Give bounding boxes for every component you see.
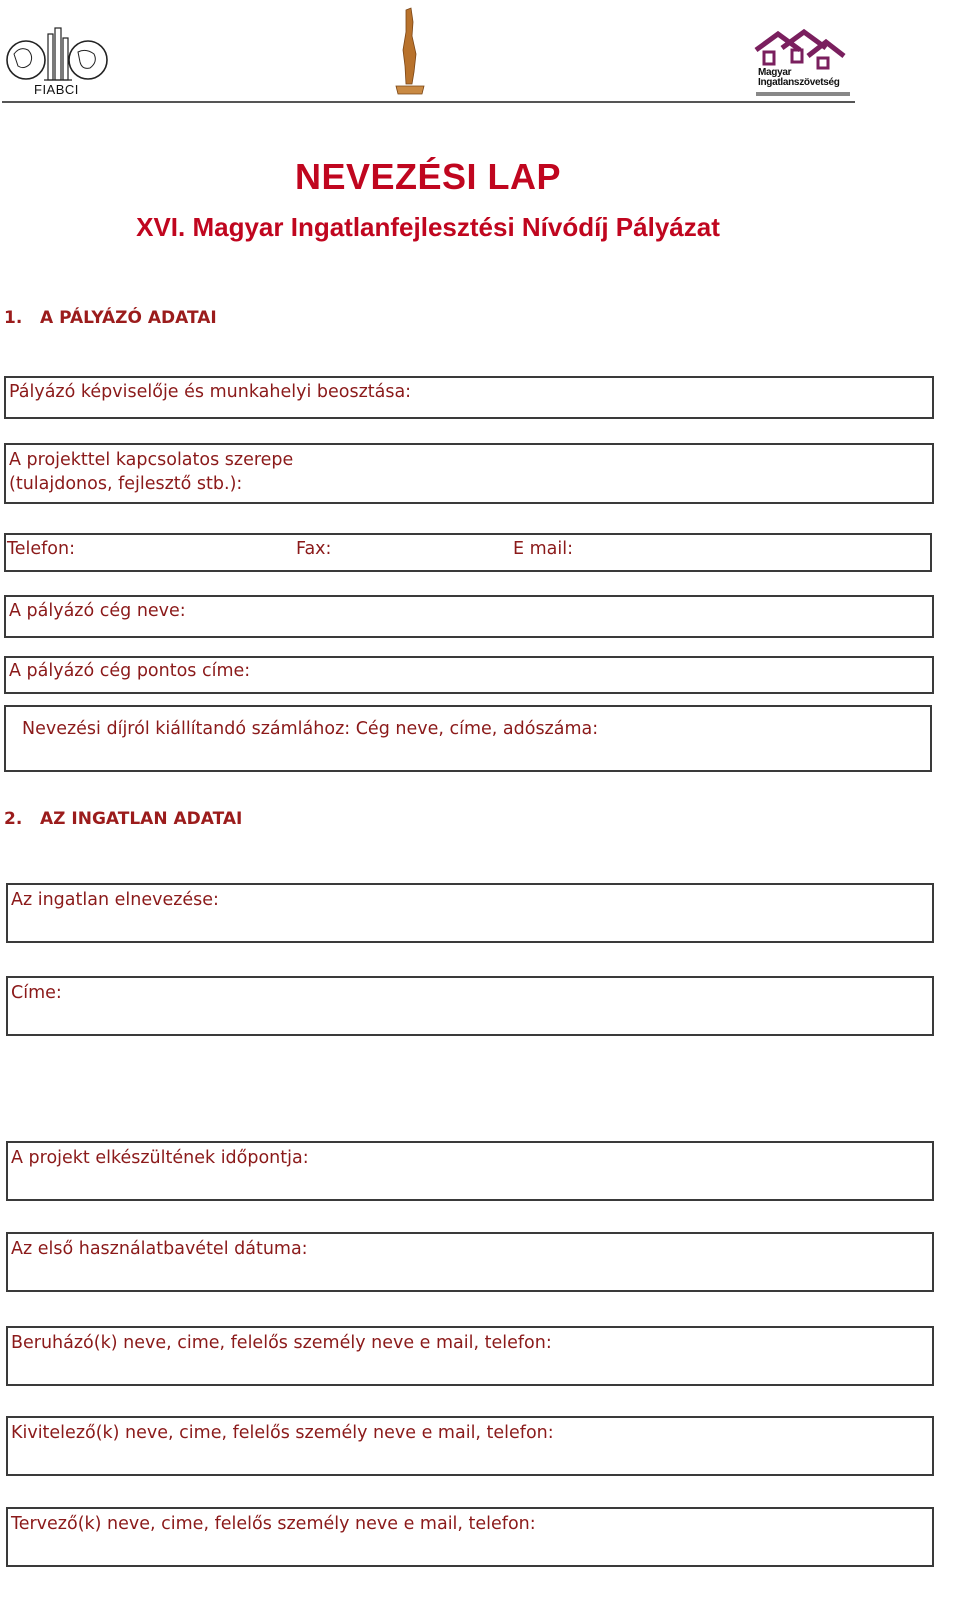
contractor-field[interactable]: Kivitelező(k) neve, cime, felelős személy neve e mail, telefon: xyxy=(6,1416,934,1476)
designer-field[interactable]: Tervező(k) neve, cime, felelős személy neve e mail, telefon: xyxy=(6,1507,934,1567)
first-use-date-field[interactable]: Az első használatbavétel dátuma: xyxy=(6,1232,934,1292)
fiabci-logo xyxy=(4,26,110,98)
contact-field[interactable] xyxy=(4,533,932,572)
completion-date-field[interactable]: A projekt elkészültének időpontja: xyxy=(6,1141,934,1201)
section-1-heading: 1. A PÁLYÁZÓ ADATAI xyxy=(4,308,217,328)
email-label: E mail: xyxy=(513,539,574,559)
company-address-field[interactable]: A pályázó cég pontos címe: xyxy=(4,656,934,694)
fax-label: Fax: xyxy=(296,539,332,559)
property-name-field[interactable]: Az ingatlan elnevezése: xyxy=(6,883,934,943)
page-subtitle: XVI. Magyar Ingatlanfejlesztési Nívódíj Pályázat xyxy=(136,212,720,242)
section-2-heading: 2. AZ INGATLAN ADATAI xyxy=(4,809,243,829)
award-statue-image xyxy=(392,6,428,96)
project-role-field[interactable]: A projekttel kapcsolatos szerepe (tulajdonos, fejlesztő stb.): xyxy=(4,443,934,504)
fiabci-logo-text: FIABCI xyxy=(34,82,79,97)
page-title: NEVEZÉSI LAP xyxy=(294,156,562,197)
invoice-details-field[interactable]: Nevezési díjról kiállítandó számlához: Cég neve, címe, adószáma: xyxy=(4,705,932,772)
ingatlanszovetseg-logo xyxy=(752,28,852,98)
property-address-field[interactable]: Címe: xyxy=(6,976,934,1036)
investor-field[interactable]: Beruházó(k) neve, cime, felelős személy neve e mail, telefon: xyxy=(6,1326,934,1386)
company-name-field[interactable]: A pályázó cég neve: xyxy=(4,595,934,638)
phone-label: Telefon: xyxy=(7,539,75,559)
representative-field[interactable]: Pályázó képviselője és munkahelyi beosztása: xyxy=(4,376,934,419)
ingatlanszovetseg-logo-text: Magyar Ingatlanszövetség xyxy=(758,67,840,88)
header-rule xyxy=(2,101,855,103)
